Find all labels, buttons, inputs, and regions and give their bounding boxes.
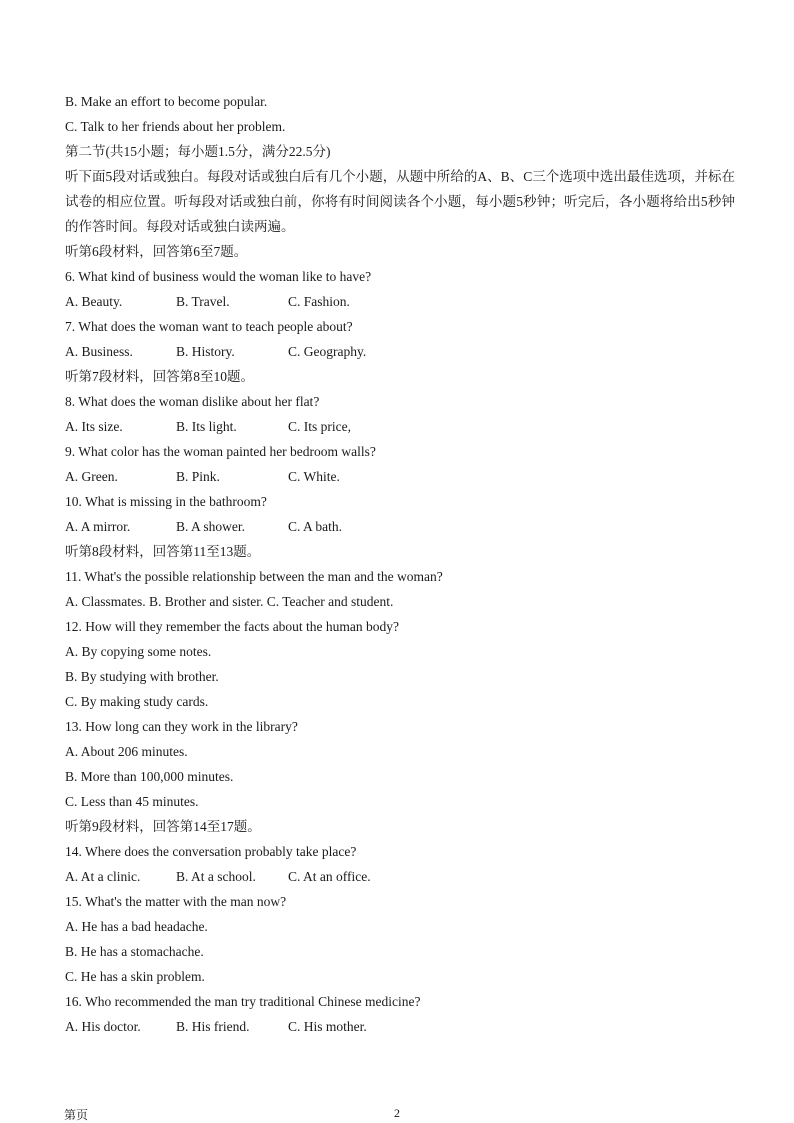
text-line: B. Make an effort to become popular.	[65, 94, 268, 109]
option-b: B. Travel.	[176, 294, 230, 309]
option-c: C. White.	[288, 469, 340, 484]
instructions-paragraph: 听下面5段对话或独白。每段对话或独白后有几个小题，从题中所给的A、B、C三个选项中选出最佳选项，并标在试卷的相应位置。听每段对话或独白前，你将有时间阅读各个小题，每小题5秒钟；听完后，各小题将给出5秒钟的作答时间。每段对话或独白读两遍。	[65, 169, 735, 234]
option-b: B. His friend.	[176, 1019, 250, 1034]
options-row	[65, 289, 735, 314]
page-number: 2	[394, 1106, 400, 1120]
text-line: 8. What does the woman dislike about her flat?	[65, 394, 320, 409]
text-line: 听第6段材料，回答第6至7题。	[65, 244, 248, 259]
footer-label: 第页	[64, 1108, 89, 1122]
option-c: C. Fashion.	[288, 294, 350, 309]
options-row	[65, 1014, 735, 1039]
option-a: A. Beauty.	[65, 294, 123, 309]
option-b: B. Its light.	[176, 419, 237, 434]
text-line: A. About 206 minutes.	[65, 744, 188, 759]
text-line: 13. How long can they work in the library?	[65, 719, 298, 734]
text-line: A. Classmates. B. Brother and sister. C. Teacher and student.	[65, 594, 394, 609]
text-line: 12. How will they remember the facts about the human body?	[65, 619, 400, 634]
text-line: B. By studying with brother.	[65, 669, 219, 684]
text-line: 9. What color has the woman painted her bedroom walls?	[65, 444, 376, 459]
option-a: A. Its size.	[65, 419, 123, 434]
option-c: C. Its price,	[288, 419, 351, 434]
text-line: 15. What's the matter with the man now?	[65, 894, 287, 909]
text-line: C. He has a skin problem.	[65, 969, 205, 984]
option-b: B. History.	[176, 344, 235, 359]
text-line: B. He has a stomachache.	[65, 944, 204, 959]
option-b: B. A shower.	[176, 519, 246, 534]
text-line: C. Less than 45 minutes.	[65, 794, 199, 809]
option-a: A. Business.	[65, 344, 133, 359]
text-line: 6. What kind of business would the woman like to have?	[65, 269, 372, 284]
options-row	[65, 339, 735, 364]
exam-content	[65, 89, 735, 1039]
text-line: 第二节(共15小题；每小题1.5分，满分22.5分)	[65, 144, 331, 159]
text-line: C. By making study cards.	[65, 694, 209, 709]
option-a: A. At a clinic.	[65, 869, 141, 884]
option-a: A. A mirror.	[65, 519, 131, 534]
option-c: C. His mother.	[288, 1019, 367, 1034]
option-b: B. At a school.	[176, 869, 256, 884]
text-line: C. Talk to her friends about her problem.	[65, 119, 286, 134]
text-line: 16. Who recommended the man try traditional Chinese medicine?	[65, 994, 421, 1009]
option-a: A. His doctor.	[65, 1019, 141, 1034]
options-row	[65, 464, 735, 489]
text-line: 听第9段材料，回答第14至17题。	[65, 819, 261, 834]
text-line: A. By copying some notes.	[65, 644, 212, 659]
text-line: 10. What is missing in the bathroom?	[65, 494, 267, 509]
option-b: B. Pink.	[176, 469, 220, 484]
option-a: A. Green.	[65, 469, 118, 484]
text-line: 听第7段材料，回答第8至10题。	[65, 369, 254, 384]
option-c: C. At an office.	[288, 869, 371, 884]
options-row	[65, 864, 735, 889]
option-c: C. Geography.	[288, 344, 367, 359]
option-c: C. A bath.	[288, 519, 343, 534]
text-line: 11. What's the possible relationship between the man and the woman?	[65, 569, 443, 584]
text-line: 7. What does the woman want to teach people about?	[65, 319, 353, 334]
text-line: 14. Where does the conversation probably take place?	[65, 844, 357, 859]
text-line: A. He has a bad headache.	[65, 919, 208, 934]
text-line: B. More than 100,000 minutes.	[65, 769, 234, 784]
options-row	[65, 514, 735, 539]
text-line: 听第8段材料，回答第11至13题。	[65, 544, 261, 559]
options-row	[65, 414, 735, 439]
